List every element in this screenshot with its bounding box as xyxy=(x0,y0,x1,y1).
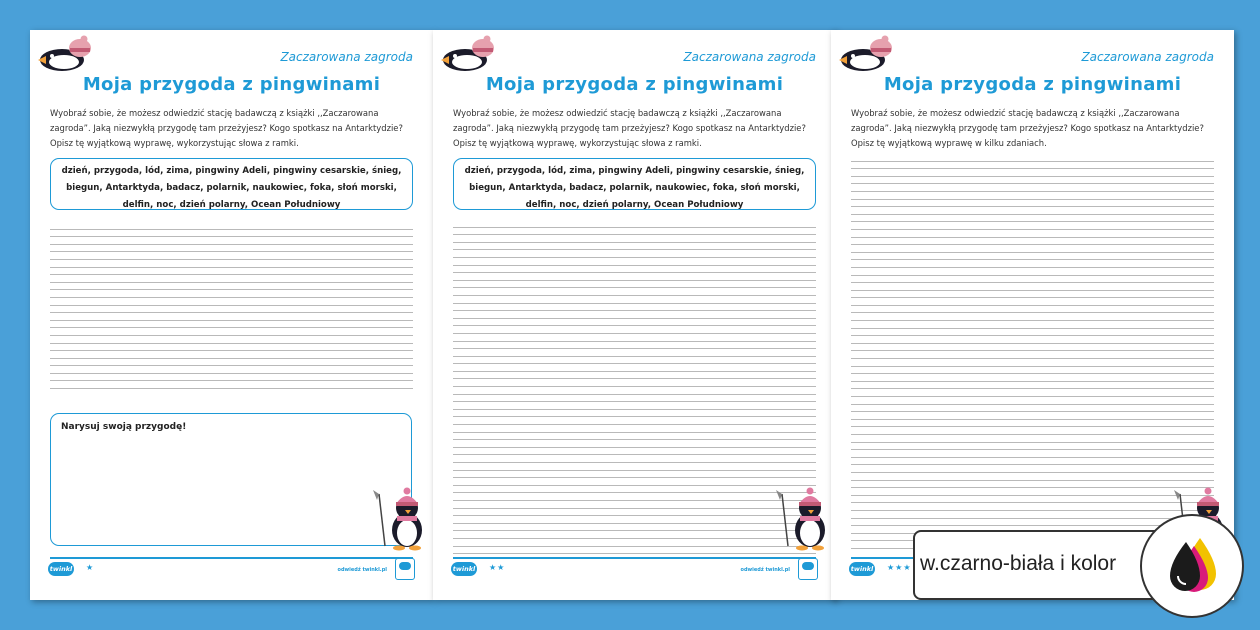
difficulty-stars: ★ xyxy=(86,563,95,572)
page-title: Moja przygoda z pingwinami xyxy=(485,74,784,95)
writing-lines xyxy=(50,222,413,389)
quality-badge-icon xyxy=(798,558,818,580)
difficulty-stars: ★★★ xyxy=(887,563,912,572)
penguin-with-hat-icon xyxy=(835,34,897,78)
twinkl-logo: twinkl xyxy=(48,562,74,576)
footer-url: odwiedź twinkl.pl xyxy=(337,567,387,573)
page-title: Moja przygoda z pingwinami xyxy=(883,74,1182,95)
book-subtitle: Zaczarowana zagroda xyxy=(280,50,413,64)
penguin-with-flag-icon xyxy=(371,486,429,552)
footer-url: odwiedź twinkl.pl xyxy=(740,567,790,573)
writing-lines xyxy=(851,154,1214,549)
drawing-box xyxy=(50,413,412,546)
penguin-with-hat-icon xyxy=(34,34,96,78)
quality-badge-icon xyxy=(395,558,415,580)
twinkl-logo: twinkl xyxy=(451,562,477,576)
word-bank-box: dzień, przygoda, lód, zima, pingwiny Adeli, pingwiny cesarskie, śnieg, biegun, Antarktyda, badacz, polarnik, naukowiec, foka, słoń morski, delfin, noc, dzień polarny, Ocean Południowy xyxy=(453,158,816,210)
worksheet-page-1 xyxy=(30,30,433,600)
worksheet-page-3 xyxy=(831,30,1234,600)
word-bank-box: dzień, przygoda, lód, zima, pingwiny Adeli, pingwiny cesarskie, śnieg, biegun, Antarktyda, badacz, polarnik, naukowiec, foka, słoń morski, delfin, noc, dzień polarny, Ocean Południowy xyxy=(50,158,413,210)
drawing-prompt: Narysuj swoją przygodę! xyxy=(61,422,187,432)
instructions-text: Wyobraź sobie, że możesz odwiedzić stację badawczą z książki ,,Zaczarowana zagroda”. Jaką niezwykłą przygodę tam przeżyjesz? Kogo spotkasz na Antarktydzie? Opisz tę wyjątkową wyprawę w kilku zdaniach. xyxy=(851,108,1204,148)
writing-lines xyxy=(453,220,816,554)
page-title: Moja przygoda z pingwinami xyxy=(82,74,381,95)
twinkl-logo: twinkl xyxy=(849,562,875,576)
penguin-with-hat-icon xyxy=(437,34,499,78)
version-label: w.czarno-biała i kolor xyxy=(920,552,1117,575)
worksheet-page-2 xyxy=(433,30,836,600)
footer-divider xyxy=(453,557,816,559)
instructions-text: Wyobraź sobie, że możesz odwiedzić stację badawczą z książki ,,Zaczarowana zagroda”. Jaką niezwykłą przygodę tam przeżyjesz? Kogo spotkasz na Antarktydzie? Opisz tę wyjątkową wyprawę, wykorzystując słowa z ramki. xyxy=(50,108,403,148)
difficulty-stars: ★★ xyxy=(489,563,506,572)
ink-drops-icon xyxy=(1140,514,1244,618)
book-subtitle: Zaczarowana zagroda xyxy=(1081,50,1214,64)
penguin-with-flag-icon xyxy=(774,486,832,552)
instructions-text: Wyobraź sobie, że możesz odwiedzić stację badawczą z książki ,,Zaczarowana zagroda”. Jaką niezwykłą przygodę tam przeżyjesz? Kogo spotkasz na Antarktydzie? Opisz tę wyjątkową wyprawę, wykorzystując słowa z ramki. xyxy=(453,108,806,148)
book-subtitle: Zaczarowana zagroda xyxy=(683,50,816,64)
footer-divider xyxy=(50,557,413,559)
